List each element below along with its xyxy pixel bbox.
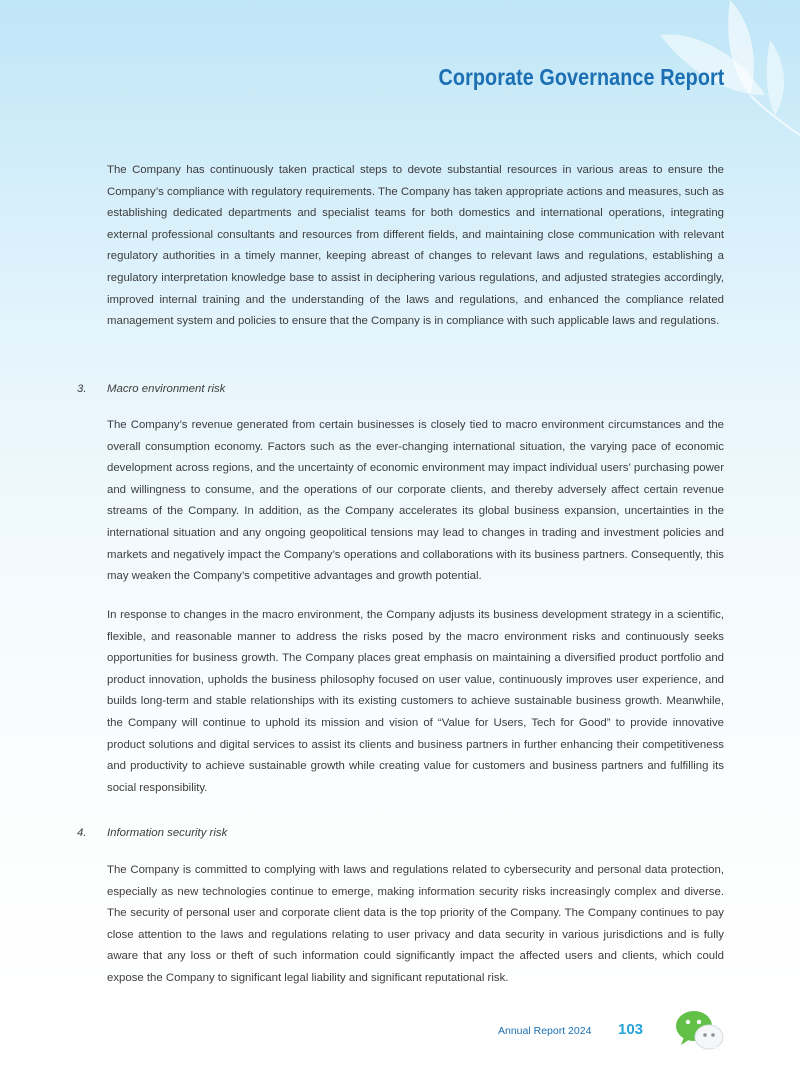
- intro-paragraph: The Company has continuously taken practical steps to devote substantial resources in various areas to ensure the Company’s compliance with regulatory requirements. The Company has taken appropriate actions and measures, such as establishing dedicated departments and specialist teams for both domestics and international operations, integrating external professional consultants and resources from different fields, and maintaining close communication with relevant regulatory authorities in a timely manner, keeping abreast of changes to relevant laws and regulations, establishing a regulatory interpretation knowledge base to assist in deciphering various regulations, and adjusted strategies accordingly, improved internal training and the understanding of the laws and regulations, and enhanced the compliance related management system and policies to ensure that the Company is in compliance with such applicable laws and regulations.: [107, 164, 724, 328]
- section-number: 3.: [77, 383, 87, 395]
- section-paragraph: In response to changes in the macro environment, the Company adjusts its business development strategy in a scientific, flexible, and reasonable manner to address the risks posed by the macro environment risks and continuously seeks opportunities for business growth. The Company places great emphasis on maintaining a diversified product portfolio and product innovation, upholds the business philosophy focused on user value, continuously improves user experience, and builds long-term and stable relationships with its existing customers to achieve sustainable business growth. Meanwhile, the Company will continue to uphold its mission and vision of “Value for Users, Tech for Good” to provide innovative product solutions and digital services to assist its clients and business partners in further enhancing their competitiveness and productivity to achieve sustainable growth while creating value for customers and business partners and fulfilling its social responsibility.: [107, 609, 724, 794]
- section-title: Information security risk: [107, 827, 228, 839]
- section-title: Macro environment risk: [107, 383, 226, 395]
- section-number: 4.: [77, 827, 87, 839]
- footer-report-label: Annual Report 2024: [498, 1025, 592, 1037]
- section-paragraph: The Company’s revenue generated from certain businesses is closely tied to macro environment circumstances and the overall consumption economy. Factors such as the ever-changing international situation, the varying pace of economic development across regions, and the uncertainty of economic environment may impact individual users’ purchasing power and willingness to consume, and the operations of our corporate clients, and thereby adversely affect certain revenue streams of the Company. In addition, as the Company accelerates its global business expansion, uncertainties in the international situation and any ongoing geopolitical tensions may lead to changes in trading and investment policies and markets and negatively impact the Company’s operations and collaborations with its business partners. Consequently, this may weaken the Company’s competitive advantages and growth potential.: [107, 419, 724, 583]
- section-paragraph: The Company is committed to complying with laws and regulations related to cybersecurity and personal data protection, especially as new technologies continue to emerge, making information security risks increasingly complex and diverse. The security of personal user and corporate client data is the top priority of the Company. The Company continues to pay close attention to the laws and regulations relating to user privacy and data security in various jurisdictions and is fully aware that any loss or theft of such information could significantly impact the affected users and clients, which could expose the Company to significant legal liability and significant reputational risk.: [107, 864, 724, 984]
- page-number: 103: [618, 1021, 644, 1038]
- wechat-icon: [674, 1010, 726, 1052]
- page-title: Corporate Governance Report: [438, 64, 724, 90]
